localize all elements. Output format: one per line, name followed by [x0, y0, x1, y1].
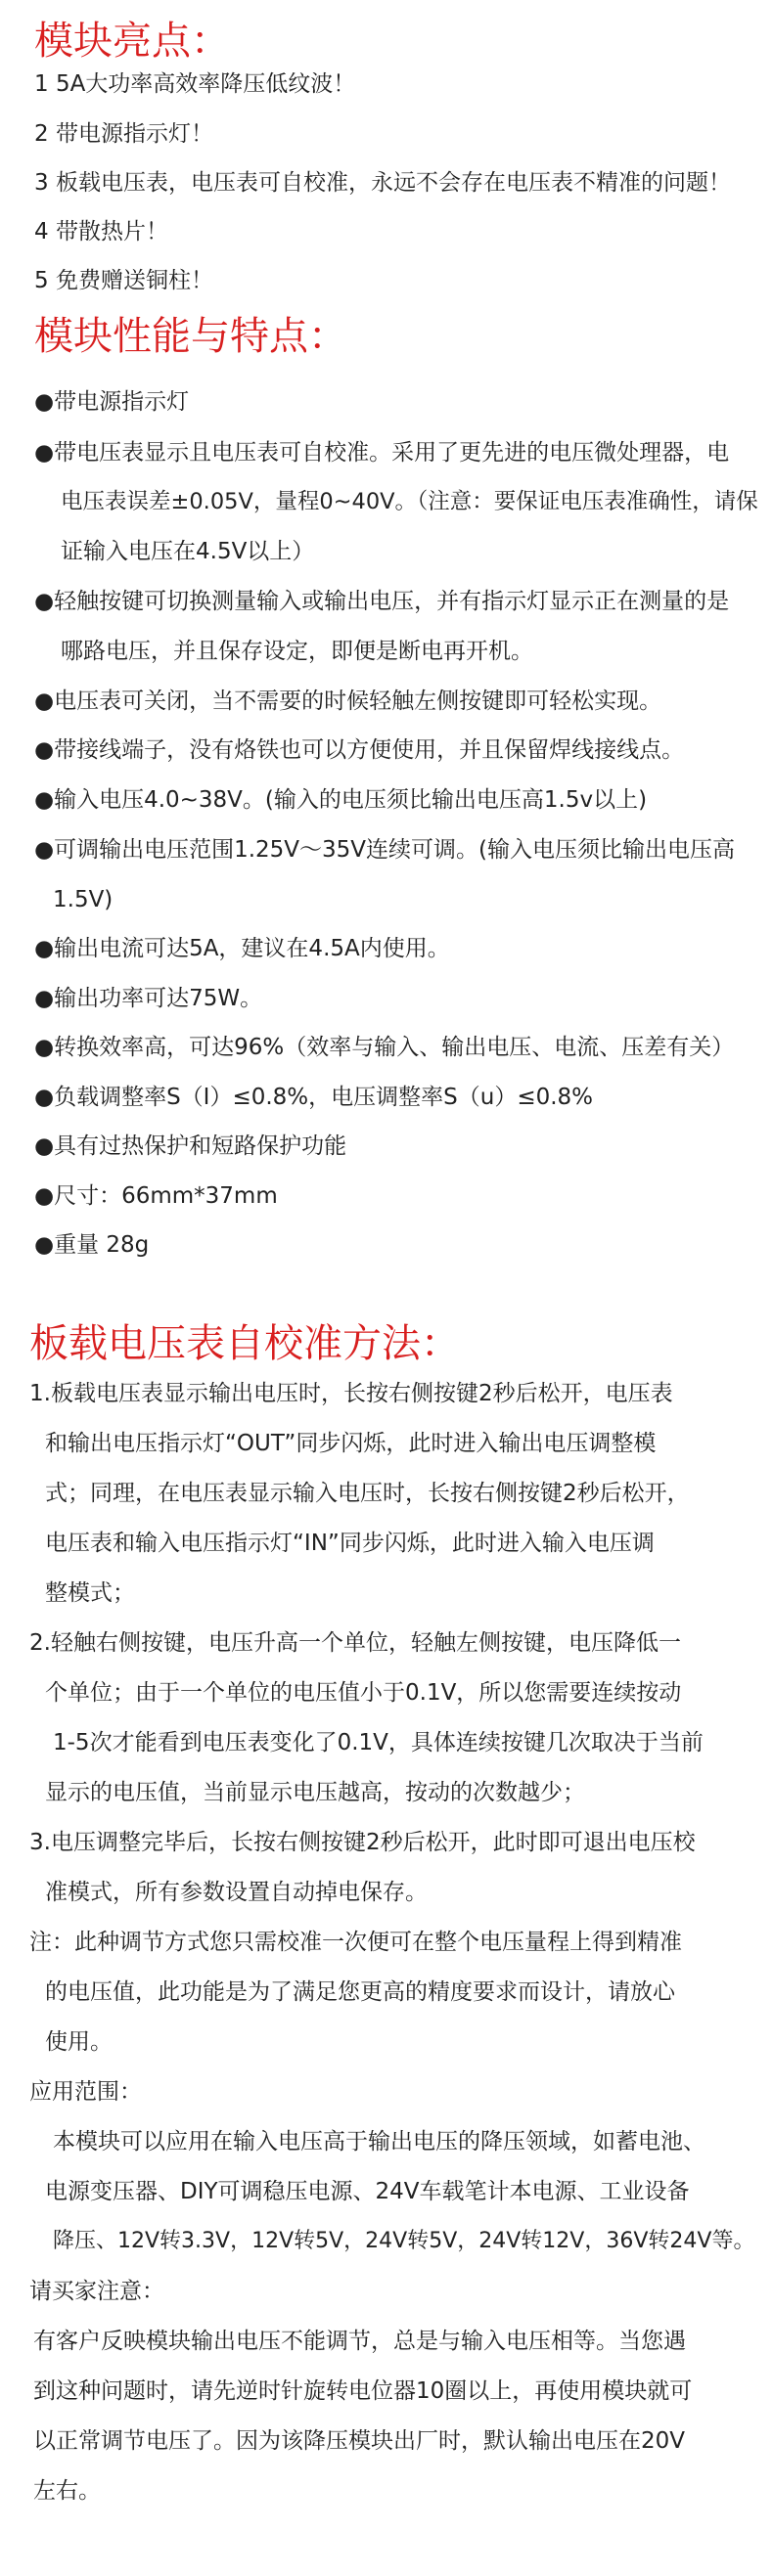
calibration-line: 左右。	[33, 2478, 101, 2504]
feature-line: 1.5V)	[53, 887, 114, 912]
calibration-line: 使用。	[45, 2029, 113, 2055]
calibration-line: 式；同理，在电压表显示输入电压时，长按右侧按键2秒后松开，	[45, 1481, 690, 1506]
feature-line: ●输入电压4.0~38V。(输入的电压须比输出电压高1.5v以上)	[34, 787, 648, 813]
highlight-item-1: 1 5A大功率高效率降压低纹波！	[34, 71, 356, 97]
feature-line: ●带接线端子，没有烙铁也可以方便使用，并且保留焊线接线点。	[34, 737, 685, 763]
calibration-line: 准模式，所有参数设置自动掉电保存。	[45, 1880, 428, 1905]
feature-line: ●带电压表显示且电压表可自校准。采用了更先进的电压微处理器，电	[34, 440, 730, 466]
highlight-item-4: 4 带散热片！	[34, 219, 168, 244]
calibration-line: 1.板载电压表显示输出电压时，长按右侧按键2秒后松开，电压表	[29, 1381, 673, 1406]
feature-line: ●带电源指示灯	[34, 389, 190, 415]
feature-line: ●具有过热保护和短路保护功能	[34, 1133, 347, 1159]
calibration-line: 和输出电压指示灯“OUT”同步闪烁，此时进入输出电压调整模	[45, 1431, 657, 1456]
feature-line: ●可调输出电压范围1.25V～35V连续可调。(输入电压须比输出电压高	[34, 837, 735, 863]
feature-line: ●输出功率可达75W。	[34, 986, 263, 1011]
feature-line: 证输入电压在4.5V以上）	[61, 539, 315, 564]
buyer-notice-heading: 请买家注意：	[29, 2279, 164, 2304]
highlight-item-3: 3 板载电压表，电压表可自校准，永远不会存在电压表不精准的问题！	[34, 170, 731, 196]
calibration-line: 有客户反映模块输出电压不能调节，总是与输入电压相等。当您遇	[33, 2329, 686, 2354]
feature-line: ●重量 28g	[34, 1232, 150, 1258]
feature-line: ●负载调整率S（I）≤0.8%，电压调整率S（u）≤0.8%	[34, 1085, 594, 1110]
calibration-line: 到这种问题时，请先逆时针旋转电位器10圈以上，再使用模块就可	[33, 2378, 693, 2404]
feature-line: ●输出电流可达5A，建议在4.5A内使用。	[34, 936, 450, 961]
features-title: 模块性能与特点：	[34, 314, 347, 359]
calibration-line: 2.轻触右侧按键，电压升高一个单位，轻触左侧按键，电压降低一	[29, 1630, 681, 1656]
highlight-item-5: 5 免费赠送铜柱！	[34, 268, 213, 293]
calibration-line: 电源变压器、DIY可调稳压电源、24V车载笔计本电源、工业设备	[45, 2179, 690, 2204]
highlights-title: 模块亮点：	[34, 19, 230, 64]
calibration-line: 3.电压调整完毕后，长按右侧按键2秒后松开，此时即可退出电压校	[29, 1830, 696, 1855]
feature-line: ●轻触按键可切换测量输入或输出电压，并有指示灯显示正在测量的是	[34, 589, 730, 614]
calibration-line: 整模式；	[45, 1580, 135, 1606]
calibration-line: 以正常调节电压了。因为该降压模块出厂时，默认输出电压在20V	[33, 2428, 686, 2454]
calibration-line: 降压、12V转3.3V，12V转5V，24V转5V，24V转12V，36V转24V等。	[53, 2229, 755, 2253]
feature-line: 哪路电压，并且保存设定，即便是断电再开机。	[61, 639, 533, 664]
feature-line: 电压表误差±0.05V，量程0~40V。（注意：要保证电压表准确性，请保	[61, 489, 758, 514]
highlight-item-2: 2 带电源指示灯！	[34, 121, 213, 147]
calibration-line: 本模块可以应用在输入电压高于输出电压的降压领域，如蓄电池、	[53, 2129, 705, 2154]
calibration-line: 1-5次才能看到电压表变化了0.1V，具体连续按键几次取决于当前	[53, 1730, 704, 1755]
feature-line: ●电压表可关闭，当不需要的时候轻触左侧按键即可轻松实现。	[34, 688, 662, 714]
application-heading: 应用范围：	[29, 2079, 142, 2105]
calibration-line: 电压表和输入电压指示灯“IN”同步闪烁，此时进入输入电压调	[45, 1531, 655, 1556]
calibration-line: 注：此种调节方式您只需校准一次便可在整个电压量程上得到精准	[29, 1930, 682, 1955]
calibration-title: 板载电压表自校准方法：	[29, 1321, 460, 1366]
calibration-line: 的电压值，此功能是为了满足您更高的精度要求而设计，请放心	[45, 1979, 675, 2005]
feature-line: ●转换效率高，可达96%（效率与输入、输出电压、电流、压差有关）	[34, 1035, 735, 1060]
calibration-line: 个单位；由于一个单位的电压值小于0.1V，所以您需要连续按动	[45, 1680, 682, 1706]
calibration-line: 显示的电压值，当前显示电压越高，按动的次数越少；	[45, 1780, 585, 1805]
feature-line: ●尺寸：66mm*37mm	[34, 1183, 278, 1209]
